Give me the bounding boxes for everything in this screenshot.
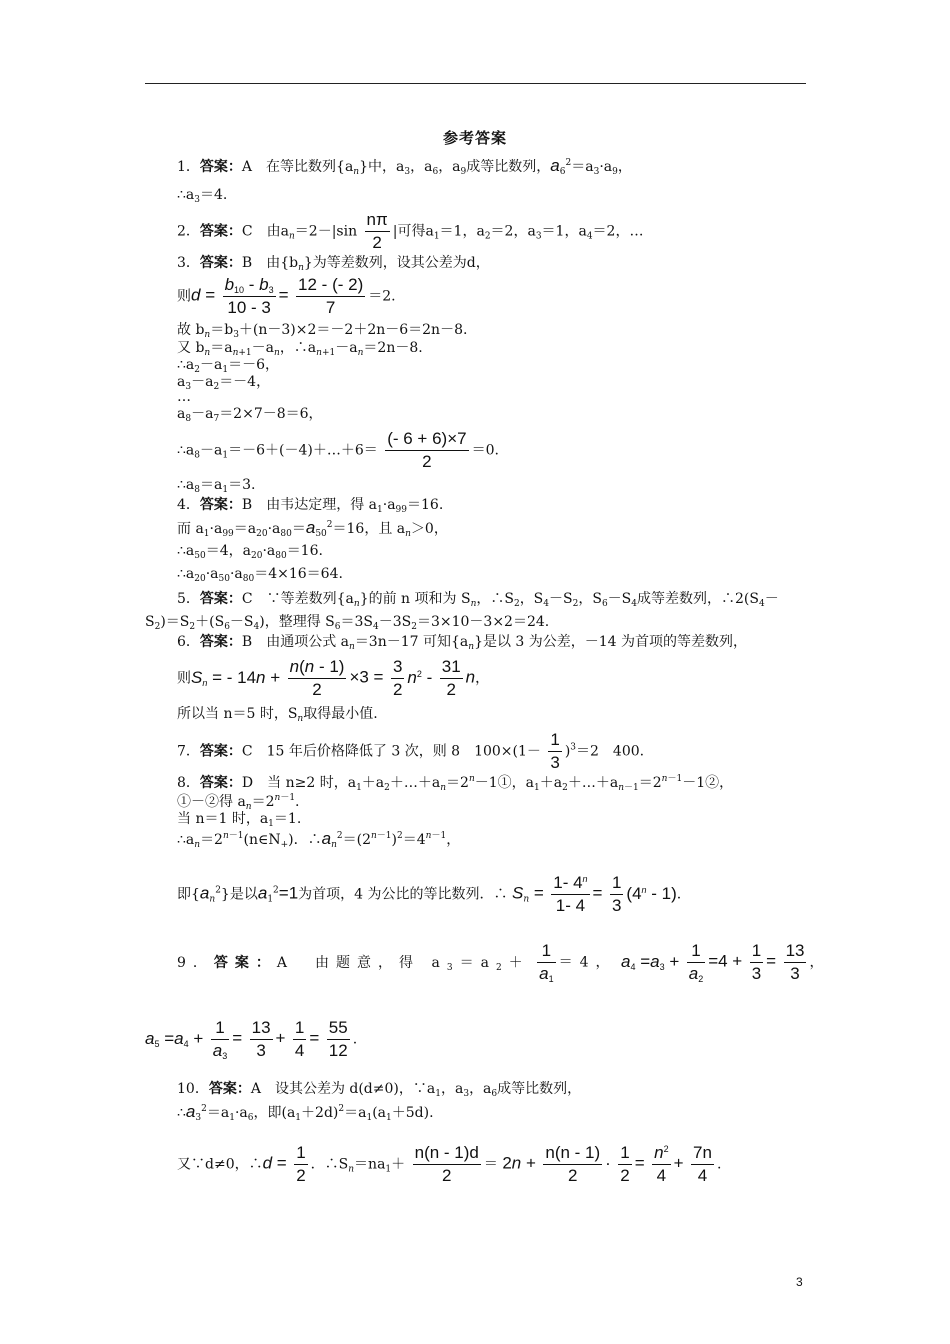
answer-9-line-1: 9．答案：A 由题意，得 $a_3=a_2+$ $\frac{1}{a_1}$ ＝4， $a_4 =a_3$ + $\frac{1}{a_2}$ =4 + $\frac{1}{3}$ = $\frac{13}{3}$ ， (177, 941, 824, 984)
fraction-1-3b: $\frac{1}{3}$ (611, 873, 622, 915)
fraction-n2-4: $\frac{n^2}{4}$ (654, 1143, 669, 1185)
answer-3-line-8: $a_8-a_7=2\times 7-8=6$， (177, 406, 323, 424)
fraction-1-3c: $\frac{1}{3}$ (751, 941, 762, 983)
fraction-nn1d-2: $\frac{n(n - 1)d}{2}$ (414, 1143, 479, 1185)
answer-4-line-4: $\therefore a_{20}\cdot a_{50}\cdot a_{80}=4\times 16=64$. (177, 566, 343, 584)
fraction-1-3: $\frac{1}{3}$ (550, 730, 560, 772)
answer-1-line-2: $\therefore a_3=4$. (177, 187, 228, 205)
answer-1-line-1: 1．答案：A 在等比数列$\{a_n\}$中，$a_3$，$a_6$，$a_9$成等比数列，$a_6^2=a_3\cdot a_9$， (177, 156, 632, 177)
answer-3-line-6: $a_3-a_2=-4$， (177, 374, 271, 392)
fraction-13-3: $\frac{13}{3}$ (785, 941, 805, 983)
fraction-1-4: $\frac{1}{4}$ (294, 1018, 305, 1060)
fraction-55-12: $\frac{55}{12}$ (328, 1018, 348, 1060)
answer-10-line-3: 又∵d≠0，∴d = $\frac{1}{2}$ ．$\therefore S_n=na_1+$ $\frac{n(n - 1)d}{2}$ ＝ 2n + $\frac{n(n - 1)}{2}$ · $\frac{1}{2}$ = $\frac{n^2}{4}$ + $\frac{7n}{4}$ . (177, 1143, 722, 1185)
fraction-nn1-2b: $\frac{n(n - 1)}{2}$ (545, 1143, 601, 1185)
fraction-1-2b: $\frac{1}{2}$ (620, 1143, 630, 1185)
answer-8-line-5: 即$\{a_n^2\}$是以$a_1^2=1$为首项，4 为公比的等比数列．∴ $S_n$ = $\frac{1- 4^n}{1- 4}$ = $\frac{1}{3}$ (4$^n$ - 1). (177, 873, 682, 915)
answer-7: 7．答案：C 15 年后价格降低了 3 次，则 8 100×(1－ $\frac{1}{3}$ )$^3$＝2 400. (177, 730, 645, 772)
header-rule (145, 83, 806, 84)
fraction-sum: $\frac{(- 6 + 6)\times 7}{2}$ (387, 429, 467, 471)
fraction-3-2: $\frac{3}{2}$ (392, 657, 403, 699)
fraction-31-2: $\frac{31}{2}$ (441, 657, 461, 699)
fraction-1-a2: $\frac{1}{a_2}$ (688, 941, 704, 984)
answer-9-line-2: $a_5 =a_4$ + $\frac{1}{a_3}$ = $\frac{13}{3}$ + $\frac{1}{4}$ = $\frac{55}{12}$ . (145, 1018, 358, 1061)
answer-8-line-4: $\therefore a_n=2^{n-1}(n\in N_+)$．$\therefore a_n^2=(2^{n-1})^2=4^{n-1}$， (177, 829, 461, 850)
fraction-1-a1: $\frac{1}{a_1}$ (539, 941, 554, 984)
answer-8-line-1: 8．答案：D 当 n≥2 时，$a_1+a_2+\dots+a_n=2^n-1①$，$a_1+a_2+\dots+a_{n-1}=2^{n-1}-1②$， (177, 774, 734, 793)
fraction-7n-4: $\frac{7n}{4}$ (693, 1143, 712, 1185)
answer-4-line-2: 而 $a_1\cdot a_{99}=a_{20}\cdot a_{80}=a_{50}^2=16$，且 $a_n>0$， (177, 518, 448, 539)
answer-5-line-2: $S_2)=S_2+(S_6-S_4)$，整理得 $S_6=3S_4-3S_2=3\times 10-3\times 2=24$. (145, 614, 550, 632)
page-title: 参考答案 (442, 129, 507, 147)
fraction-12-7: $\frac{12 - (- 2)}{7}$ (298, 275, 364, 317)
page-number: 3 (796, 1275, 803, 1289)
answer-3-line-2: 则d = $\frac{b_{10} - b_3}{10 - 3}$ = $\frac{12 - (- 2)}{7}$ ＝2. (177, 275, 396, 317)
answer-6-line-2: 则$S_n$ = - 14n + $\frac{n(n - 1)}{2}$ ×3 = $\frac{3}{2}$ $n^2$ - $\frac{31}{2}$ n， (177, 657, 490, 699)
answer-6-line-1: 6．答案：B 由通项公式 $a_n=3n-17$ 可知$\{a_n\}$是以 3 为公差，－14 为首项的等差数列， (177, 634, 748, 652)
fraction-1-4n: $\frac{1- 4^n}{1- 4}$ (553, 873, 588, 915)
answer-4-line-3: $\therefore a_{50}=4$，$a_{20}\cdot a_{80}=16$. (177, 543, 323, 561)
answer-3-line-1: 3．答案：B 由$\{b_n\}$为等差数列，设其公差为d， (177, 255, 490, 273)
answer-3-line-9: $\therefore a_8-a_1=-6+(-4)+\dots+6=$ $\frac{(- 6 + 6)\times 7}{2}$ ＝0. (177, 429, 499, 471)
answer-2: 2．答案：C 由$a_n=2-|\sin$ $\frac{n\pi}{2}$ |可得$a_1=1$，$a_2=2$，$a_3=1$，$a_4=2$，… (177, 210, 644, 252)
answer-3-line-5: $\therefore a_2-a_1=-6$， (177, 357, 280, 375)
answer-5-line-1: 5．答案：C ∵等差数列$\{a_n\}$的前 n 项和为 $S_n$，$\therefore S_2$，$S_4-S_2$，$S_6-S_4$成等差数列，$\therefore 2(S_4-$ (177, 591, 779, 609)
fraction-npi-2: $\frac{n\pi}{2}$ (366, 210, 388, 252)
answer-8-line-2: ①－②得 $a_n=2^{n-1}$. (177, 793, 300, 812)
answer-8-line-3: 当 n＝1 时，$a_1=1$. (177, 811, 302, 829)
answer-3-line-10: $\therefore a_8=a_1=3$. (177, 477, 256, 495)
answer-10-line-2: $\therefore a_3^2=a_1\cdot a_6$，即$(a_1+2d)^2=a_1(a_1+5d)$. (177, 1102, 434, 1123)
answer-3-line-4: 又 $b_n=a_{n+1}-a_n$，$\therefore a_{n+1}-a_n=2n-8$. (177, 340, 423, 358)
answer-6-line-3: 所以当 n＝5 时，$S_n$取得最小值. (177, 706, 378, 724)
fraction-b10-b3: $\frac{b_{10} - b_3}{10 - 3}$ (224, 275, 274, 317)
fraction-1-a3: $\frac{1}{a_3}$ (212, 1018, 228, 1061)
answer-4-line-1: 4．答案：B 由韦达定理，得 $a_1\cdot a_{99}=16$. (177, 497, 444, 515)
fraction-1-2: $\frac{1}{2}$ (296, 1143, 306, 1185)
fraction-nn1-2: $\frac{n(n - 1)}{2}$ (289, 657, 345, 699)
fraction-13-3b: $\frac{13}{3}$ (251, 1018, 271, 1060)
answer-3-line-3: 故 $b_n=b_3+(n-3)\times 2=-2+2n-6=2n-8$. (177, 322, 468, 340)
answer-10-line-1: 10．答案：A 设其公差为 d(d≠0)，$\because a_1$，$a_3$，$a_6$成等比数列， (177, 1081, 582, 1099)
answer-3-line-7: … (177, 389, 191, 405)
